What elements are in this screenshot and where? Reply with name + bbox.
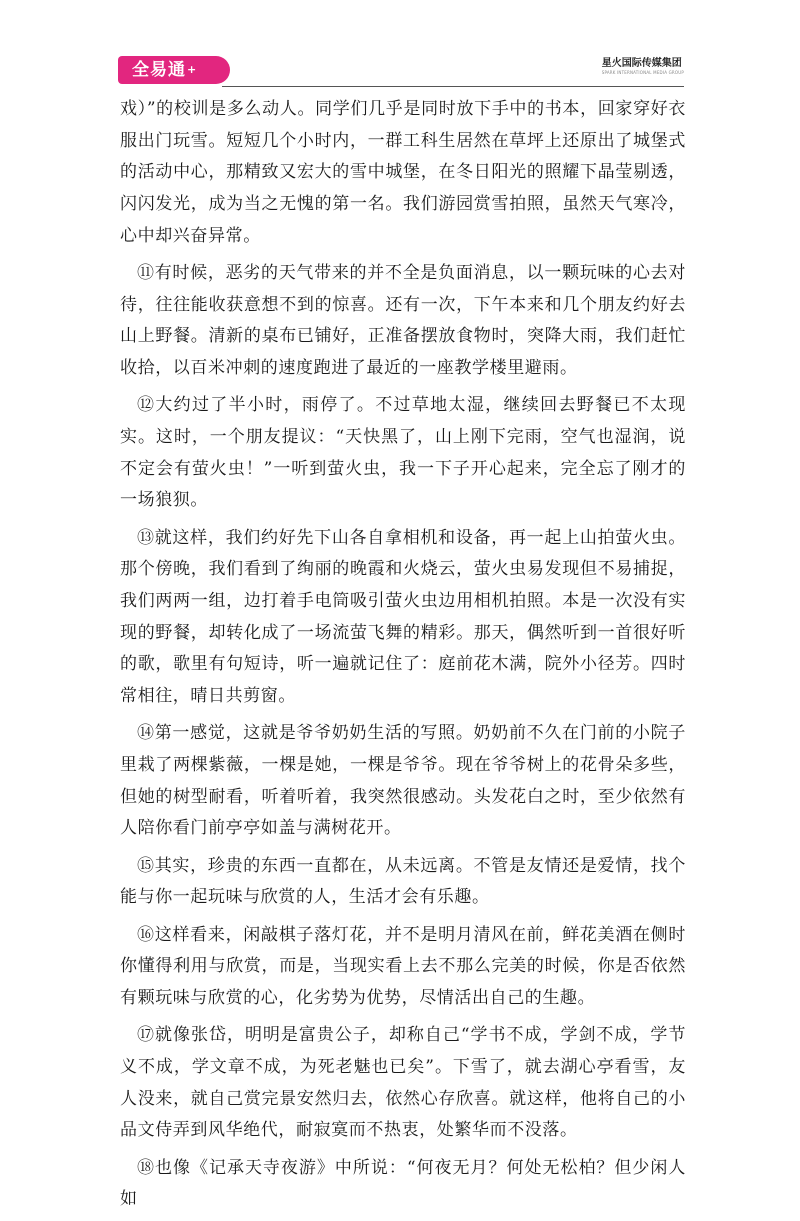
brand-logo bbox=[118, 56, 230, 84]
publisher-name: 星火国际传媒集团 bbox=[601, 58, 682, 69]
paragraph-12: ⑫大约过了半小时，雨停了。不过草地太湿，继续回去野餐已不太现实。这时，一个朋友提议：“天快黑了，山上刚下完雨，空气也湿润，说不定会有萤火虫！”一听到萤火虫，我一下子开心起来，完全忘了刚才的一场狼狈。 bbox=[120, 395, 686, 511]
publisher-name-en: SPARK INTERNATIONAL MEDIA GROUP bbox=[601, 70, 684, 75]
brand-logo-text: 全易通 bbox=[132, 60, 186, 80]
paragraph-13: ⑬就这样，我们约好先下山各自拿相机和设备，再一起上山拍萤火虫。那个傍晚，我们看到了绚丽的晚霞和火烧云，萤火虫易发现但不易捕捉，我们两两一组，边打着手电筒吸引萤火虫边用相机拍照。本是一次没有实现的野餐，却转化成了一场流萤飞舞的精彩。那天，偶然听到一首很好听的歌，歌里有句短诗，听一遍就记住了：庭前花木满，院外小径芳。四时常相往，晴日共剪窗。 bbox=[120, 527, 686, 707]
paragraph-18: ⑱也像《记承天寺夜游》中所说：“何夜无月？何处无松柏？但少闲人如 bbox=[120, 1157, 686, 1210]
paragraph-14: ⑭第一感觉，这就是爷爷奶奶生活的写照。奶奶前不久在门前的小院子里栽了两棵紫薇，一棵是她，一棵是爷爷。现在爷爷树上的花骨朵多些，但她的树型耐看，听着听着，我突然很感动。头发花白之时，至少依然有人陪你看门前亭亭如盖与满树花开。 bbox=[120, 723, 686, 839]
paragraph-11: ⑪有时候，恶劣的天气带来的并不全是负面消息，以一颗玩味的心去对待，往往能收获意想不到的惊喜。还有一次，下午本来和几个朋友约好去山上野餐。清新的桌布已铺好，正准备摆放食物时，突降大雨，我们赶忙收拾，以百米冲刺的速度跑进了最近的一座教学楼里避雨。 bbox=[120, 263, 686, 379]
header-divider bbox=[222, 86, 684, 87]
paragraph-17: ⑰就像张岱，明明是富贵公子，却称自己“学书不成，学剑不成，学节义不成，学文章不成，为死老魅也已矣”。下雪了，就去湖心亭看雪，友人没来，就自己赏完景安然归去，依然心存欣喜。就这样，他将自己的小品文侍弄到风华绝代，耐寂寞而不热衷，处繁华而不没落。 bbox=[120, 1025, 686, 1141]
brand-logo-plus: + bbox=[187, 63, 198, 76]
paragraph-16: ⑯这样看来，闲敲棋子落灯花，并不是明月清风在前，鲜花美酒在侧时你懂得利用与欣赏，而是，当现实看上去不那么完美的时候，你是否依然有颗玩味与欣赏的心，化劣势为优势，尽情活出自己的生趣。 bbox=[120, 924, 686, 1008]
paragraph-continued: 戏）”的校训是多么动人。同学们几乎是同时放下手中的书本，回家穿好衣服出门玩雪。短短几个小时内，一群工科生居然在草坪上还原出了城堡式的活动中心，那精致又宏大的雪中城堡，在冬日阳光的照耀下晶莹剔透，闪闪发光，成为当之无愧的第一名。我们游园赏雪拍照，虽然天气寒冷，心中却兴奋异常。 bbox=[120, 99, 686, 246]
paragraph-15: ⑮其实，珍贵的东西一直都在，从未远离。不管是友情还是爱情，找个能与你一起玩味与欣赏的人，生活才会有乐趣。 bbox=[120, 855, 686, 908]
page-header bbox=[118, 52, 684, 90]
article-body bbox=[120, 94, 686, 1221]
publisher-block bbox=[602, 58, 684, 76]
